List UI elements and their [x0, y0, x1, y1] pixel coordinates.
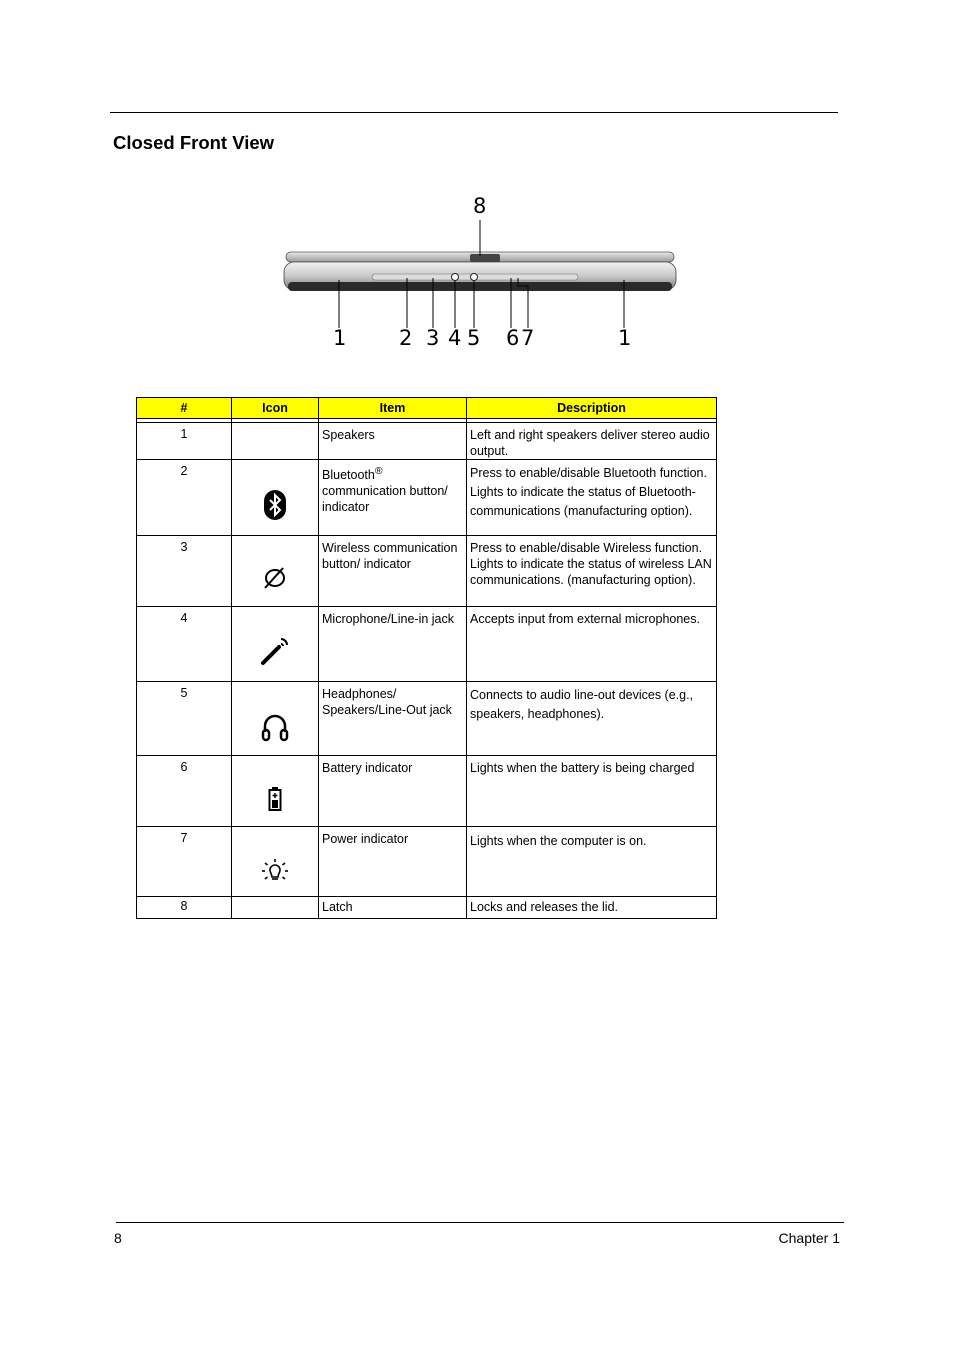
row-description: Left and right speakers deliver stereo audio output. — [467, 423, 717, 460]
power-light-icon — [261, 857, 289, 885]
table-row — [137, 827, 717, 897]
callout-7: 7 — [521, 326, 535, 350]
callout-6: 6 — [506, 326, 520, 350]
page-title: Closed Front View — [113, 132, 275, 153]
table-row — [137, 682, 717, 756]
table-header-row — [137, 398, 717, 419]
footer-rule — [116, 1222, 844, 1223]
table-row — [137, 423, 717, 460]
table-row — [137, 607, 717, 682]
registered-mark: ® — [374, 466, 383, 477]
callout-1-right: 1 — [618, 326, 632, 350]
front-view-table — [136, 397, 717, 919]
headphones-icon — [261, 712, 289, 742]
row-description-2: Lights to indicate the status of Bluetooth-communications (manufacturing option). — [470, 485, 696, 518]
row-item: Battery indicator — [319, 756, 467, 827]
row-number: 6 — [137, 756, 232, 827]
row-number: 1 — [137, 423, 232, 460]
bluetooth-icon — [264, 490, 286, 520]
row-item-rest: communication button/ indicator — [322, 484, 448, 515]
row-item: Latch — [319, 897, 467, 919]
table-row — [137, 897, 717, 919]
row-description: Lights when the battery is being charged — [467, 756, 717, 827]
row-icon-cell — [232, 756, 319, 827]
callout-8: 8 — [473, 194, 487, 218]
row-icon-cell — [232, 460, 319, 536]
callout-2: 2 — [399, 326, 413, 350]
wireless-icon — [261, 564, 289, 592]
row-number: 3 — [137, 536, 232, 607]
latch — [470, 254, 500, 262]
callout-5: 5 — [467, 326, 481, 350]
callout-3: 3 — [426, 326, 440, 350]
page-number: 8 — [114, 1230, 122, 1246]
row-description: Locks and releases the lid. — [467, 897, 717, 919]
row-icon-cell — [232, 423, 319, 460]
row-description: Lights when the computer is on. — [467, 827, 717, 897]
battery-icon — [268, 786, 282, 812]
row-number: 5 — [137, 682, 232, 756]
row-number: 2 — [137, 460, 232, 536]
row-number: 4 — [137, 607, 232, 682]
row-item: Microphone/Line-in jack — [319, 607, 467, 682]
microphone-icon — [259, 635, 291, 667]
row-description-cell — [467, 460, 717, 536]
header-item: Item — [319, 398, 467, 419]
row-icon-cell — [232, 897, 319, 919]
top-rule — [110, 112, 838, 113]
header-num: # — [137, 398, 232, 419]
base-bottom — [288, 282, 672, 291]
callout-1-left: 1 — [333, 326, 347, 350]
row-description: Connects to audio line-out devices (e.g., speakers, headphones). — [467, 682, 717, 756]
row-description: Press to enable/disable Bluetooth function. — [470, 466, 707, 480]
table-row — [137, 756, 717, 827]
row-description: Press to enable/disable Wireless function. Lights to indicate the status of wireless LAN communications. (manufacturing option). — [467, 536, 717, 607]
row-description: Accepts input from external microphones. — [467, 607, 717, 682]
row-icon-cell — [232, 607, 319, 682]
table-row — [137, 460, 717, 536]
row-item-cell — [319, 460, 467, 536]
row-number: 8 — [137, 897, 232, 919]
chapter-label: Chapter 1 — [778, 1230, 840, 1246]
row-number: 7 — [137, 827, 232, 897]
header-description: Description — [467, 398, 717, 419]
laptop-front-figure — [280, 190, 690, 350]
table-row — [137, 536, 717, 607]
row-icon-cell — [232, 827, 319, 897]
row-item: Power indicator — [319, 827, 467, 897]
row-item: Bluetooth — [322, 468, 375, 483]
callout-4: 4 — [448, 326, 462, 350]
row-item: Headphones/ Speakers/Line-Out jack — [319, 682, 467, 756]
header-icon: Icon — [232, 398, 319, 419]
row-item: Speakers — [319, 423, 467, 460]
row-icon-cell — [232, 682, 319, 756]
row-icon-cell — [232, 536, 319, 607]
row-item: Wireless communication button/ indicator — [319, 536, 467, 607]
